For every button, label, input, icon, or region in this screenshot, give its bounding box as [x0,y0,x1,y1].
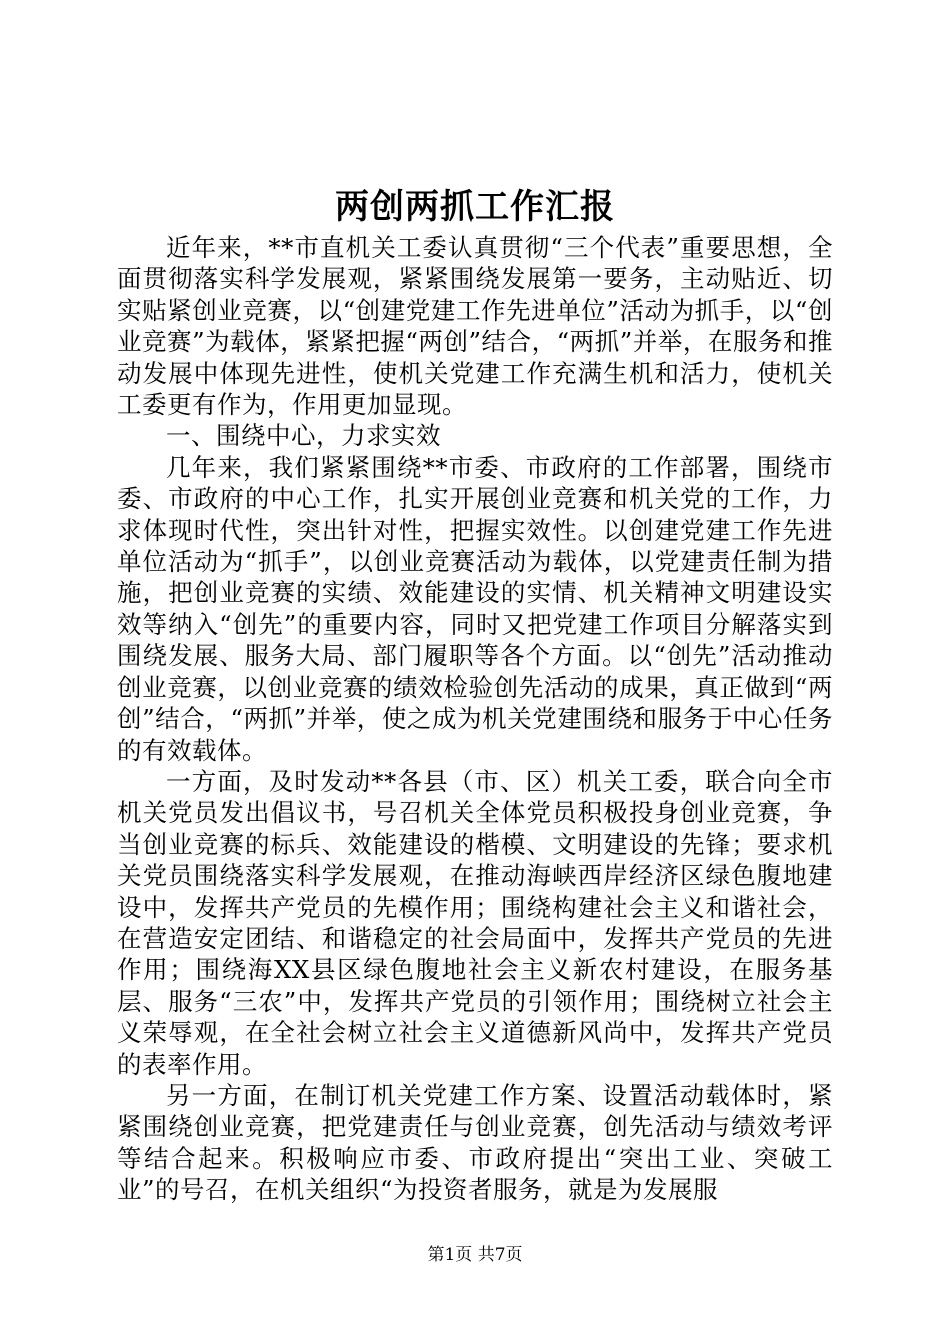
paragraph-section-1: 几年来，我们紧紧围绕**市委、市政府的工作部署，围绕市委、市政府的中心工作，扎实开展创业竞赛和机关党的工作，力求体现时代性，突出针对性，把握实效性。以创建党建工作先进单位活动为“抓手”，以创业竞赛活动为载体，以党建责任制为措施，把创业竞赛的实绩、效能建设的实情、机关精神文明建设实效等纳入“创先”的重要内容，同时又把党建工作项目分解落实到围绕发展、服务大局、部门履职等各个方面。以“创先”活动推动创业竞赛，以创业竞赛的绩效检验创先活动的成果，真正做到“两创”结合，“两抓”并举，使之成为机关党建围绕和服务于中心任务的有效载体。 [117,452,833,765]
section-heading-1: 一、围绕中心，力求实效 [166,421,441,451]
document-title: 两创两抓工作汇报 [335,187,615,227]
paragraph-on-other-hand: 另一方面，在制订机关党建工作方案、设置活动载体时，紧紧围绕创业竞赛，把党建责任与创业竞赛，创先活动与绩效考评等结合起来。积极响应市委、市政府提出“突出工业、突破工业”的号召，在机关组织“为投资者服务，就是为发展服 [117,1080,833,1205]
page-footer: 第1页 共7页 [427,1245,523,1265]
document-body [117,232,833,1206]
paragraph-on-one-hand: 一方面，及时发动**各县（市、区）机关工委，联合向全市机关党员发出倡议书，号召机关全体党员积极投身创业竞赛，争当创业竞赛的标兵、效能建设的楷模、文明建设的先锋；要求机关党员围绕落实科学发展观，在推动海峡西岸经济区绿色腹地建设中，发挥共产党员的先模作用；围绕构建社会主义和谐社会，在营造安定团结、和谐稳定的社会局面中，发挥共产党员的先进作用；围绕海XX县区绿色腹地社会主义新农村建设，在服务基层、服务“三农”中，发挥共产党员的引领作用；围绕树立社会主义荣辱观，在全社会树立社会主义道德新风尚中，发挥共产党员的表率作用。 [117,766,833,1079]
paragraph-intro: 近年来，**市直机关工委认真贯彻“三个代表”重要思想，全面贯彻落实科学发展观，紧紧围绕发展第一要务，主动贴近、切实贴紧创业竞赛，以“创建党建工作先进单位”活动为抓手，以“创业竞赛”为载体，紧紧把握“两创”结合，“两抓”并举，在服务和推动发展中体现先进性，使机关党建工作充满生机和活力，使机关工委更有作为，作用更加显现。 [117,233,833,420]
